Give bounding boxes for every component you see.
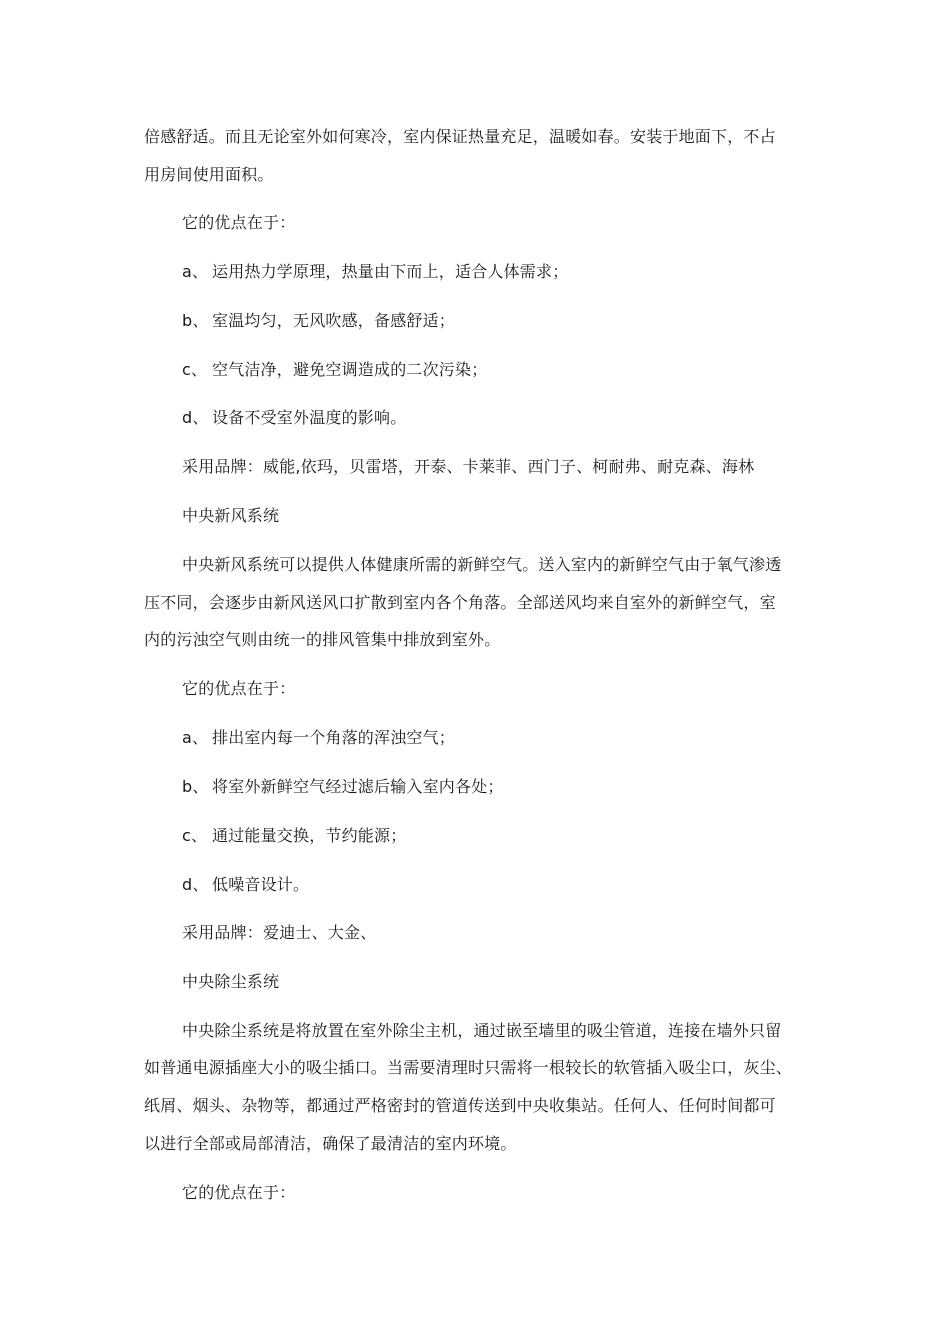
advantages-heading: 它的优点在于： <box>182 1183 296 1202</box>
section-title: 中央除尘系统 <box>182 972 280 991</box>
section-title: 中央新风系统 <box>182 506 280 525</box>
list-item <box>182 261 568 283</box>
list-item <box>182 874 309 896</box>
paragraph-line: 中央除尘系统是将放置在室外除尘主机，通过嵌至墙里的吸尘管道，连接在墙外只留 <box>182 1021 782 1040</box>
brands-line: 采用品牌：爱迪士、大金、 <box>182 923 377 942</box>
list-marker: d、 <box>182 408 209 427</box>
list-marker: b、 <box>182 777 209 796</box>
list-item <box>182 359 487 381</box>
list-marker: d、 <box>182 875 209 894</box>
advantages-heading: 它的优点在于： <box>182 213 296 232</box>
advantages-heading: 它的优点在于： <box>182 679 296 698</box>
list-item <box>182 407 406 429</box>
paragraph-line: 内的污浊空气则由统一的排风管集中排放到室外。 <box>144 630 501 649</box>
list-item-text: 室温均匀，无风吹感，备感舒适； <box>212 311 456 330</box>
paragraph-line: 压不同，会逐步由新风送风口扩散到室内各个角落。全部送风均来自室外的新鲜空气，室 <box>144 593 776 612</box>
paragraph-line: 以进行全部或局部清洁，确保了最清洁的室内环境。 <box>144 1134 517 1153</box>
list-item <box>182 825 406 847</box>
list-marker: b、 <box>182 311 209 330</box>
paragraph-line: 中央新风系统可以提供人体健康所需的新鲜空气。送入室内的新鲜空气由于氧气渗透 <box>182 555 782 574</box>
list-item <box>182 776 504 798</box>
paragraph-line: 如普通电源插座大小的吸尘插口。当需要清理时只需将一根较长的软管插入吸尘口，灰尘、 <box>144 1058 793 1077</box>
list-marker: a、 <box>182 262 209 281</box>
list-item-text: 排出室内每一个角落的浑浊空气； <box>212 728 456 747</box>
list-item-text: 将室外新鲜空气经过滤后输入室内各处； <box>212 777 504 796</box>
list-item <box>182 727 455 749</box>
brands-line: 采用品牌：威能,依玛，贝雷塔，开泰、卡莱菲、西门子、柯耐弗、耐克森、海林 <box>182 457 755 476</box>
paragraph-line: 用房间使用面积。 <box>144 165 274 184</box>
paragraph-line: 倍感舒适。而且无论室外如何寒冷，室内保证热量充足，温暖如春。安装于地面下，不占 <box>144 127 776 146</box>
list-item-text: 设备不受室外温度的影响。 <box>212 408 407 427</box>
list-marker: c、 <box>182 360 208 379</box>
list-item-text: 通过能量交换，节约能源； <box>212 826 407 845</box>
paragraph-line: 纸屑、烟头、杂物等，都通过严格密封的管道传送到中央收集站。任何人、任何时间都可 <box>144 1096 776 1115</box>
list-item-text: 运用热力学原理，热量由下而上，适合人体需求； <box>212 262 569 281</box>
list-item <box>182 310 455 332</box>
list-item-text: 低噪音设计。 <box>212 875 310 894</box>
list-marker: c、 <box>182 826 208 845</box>
list-item-text: 空气洁净，避免空调造成的二次污染； <box>212 360 488 379</box>
list-marker: a、 <box>182 728 209 747</box>
